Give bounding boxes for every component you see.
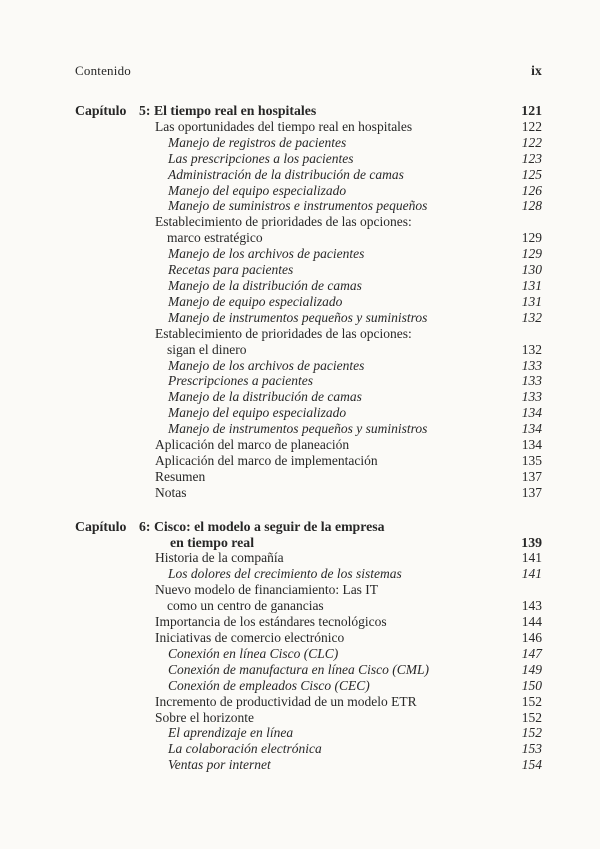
toc-entry-page: 139 (521, 534, 542, 550)
toc-entry-text: El aprendizaje en línea (168, 725, 294, 741)
toc-entry-page: 152 (521, 725, 542, 741)
toc-row (75, 741, 542, 757)
toc-entry-text: en tiempo real (170, 534, 255, 550)
toc-entry-text: como un centro de ganancias (167, 598, 324, 614)
toc-row (75, 646, 542, 662)
chapter-label: Capítulo (75, 103, 127, 118)
toc-entry-page: 134 (521, 405, 542, 421)
toc-entry-page: 147 (521, 645, 542, 661)
toc-entry-text: sigan el dinero (167, 341, 247, 357)
running-header-title: Contenido (75, 63, 131, 78)
toc-entry-page: 129 (521, 246, 542, 262)
chapter-label: Capítulo (75, 518, 127, 534)
toc-entry-text: Sobre el horizonte (155, 709, 254, 725)
toc-entry-text: Establecimiento de prioridades de las opciones: (155, 325, 412, 341)
toc-row (75, 103, 542, 119)
toc-entry-text: Notas (155, 484, 187, 500)
toc-row (75, 310, 542, 326)
toc-entry-text: Las oportunidades del tiempo real en hospitales (155, 118, 413, 134)
toc-entry-page: 137 (521, 484, 542, 500)
toc-row (75, 598, 542, 614)
toc-row (75, 535, 542, 551)
toc-entry-text: Manejo de suministros e instrumentos pequeños (168, 198, 428, 214)
toc-entry-page: 154 (521, 757, 542, 773)
toc-row (75, 630, 542, 646)
toc-entry-text: Resumen (155, 468, 206, 484)
toc-row (75, 757, 542, 773)
toc-entry-text: Prescripciones a pacientes (168, 373, 313, 389)
toc-row (75, 135, 542, 151)
toc-entry-text: marco estratégico (167, 230, 263, 246)
toc-row (75, 453, 542, 469)
toc-row (75, 151, 542, 167)
toc-entry-page: 128 (521, 198, 542, 214)
toc-entry-text: Los dolores del crecimiento de los sistemas (168, 566, 402, 582)
toc-row (75, 214, 542, 230)
toc-entry-page: 129 (521, 230, 542, 246)
toc-entry-page: 141 (521, 550, 542, 566)
toc-entry-text: Incremento de productividad de un modelo ETR (155, 693, 417, 709)
toc-entry-page: 150 (521, 677, 542, 693)
toc-row (75, 230, 542, 246)
toc-entry-text: Manejo de equipo especializado (168, 293, 343, 309)
toc-entry-text: Conexión en línea Cisco (CLC) (168, 645, 339, 661)
toc-row (75, 678, 542, 694)
folio-page-number: ix (531, 63, 542, 78)
toc-entry-text: Manejo del equipo especializado (168, 182, 347, 198)
toc-entry-text: Manejo de los archivos de pacientes (168, 357, 365, 373)
toc-entry-page: 132 (521, 309, 542, 325)
toc-row (75, 389, 542, 405)
toc-entry-page: 146 (521, 630, 542, 645)
toc-entry-text: 6: Cisco: el modelo a seguir de la empresa (139, 518, 385, 534)
toc-row (75, 373, 542, 389)
toc-entry-text: 5: El tiempo real en hospitales (139, 103, 317, 118)
toc-row (75, 566, 542, 582)
toc-row (75, 437, 542, 453)
toc-section (75, 519, 542, 774)
toc-entry-page: 121 (521, 103, 542, 118)
toc-entry-page: 153 (521, 741, 542, 757)
toc-entry-page: 141 (521, 566, 542, 582)
toc-entry-page: 152 (521, 693, 542, 709)
toc-entry-page: 135 (521, 452, 542, 468)
toc-row (75, 405, 542, 421)
toc-row (75, 519, 542, 535)
toc-row (75, 550, 542, 566)
toc-entry-text: Manejo de instrumentos pequeños y suministros (168, 309, 428, 325)
toc-list (75, 103, 542, 773)
toc-entry-page: 143 (521, 598, 542, 614)
toc-row (75, 246, 542, 262)
toc-entry-page: 132 (521, 341, 542, 357)
toc-entry-text: Aplicación del marco de planeación (155, 437, 350, 453)
toc-entry-text: Importancia de los estándares tecnológicos (155, 614, 387, 630)
toc-row (75, 198, 542, 214)
toc-row (75, 358, 542, 374)
toc-entry-text: Ventas por internet (168, 757, 271, 773)
toc-row (75, 725, 542, 741)
toc-entry-text: Iniciativas de comercio electrónico (155, 630, 345, 645)
toc-entry-page: 122 (521, 134, 542, 150)
toc-row (75, 614, 542, 630)
running-header (75, 63, 542, 79)
toc-row (75, 183, 542, 199)
toc-row (75, 582, 542, 598)
toc-entry-text: Administración de la distribución de camas (168, 166, 404, 182)
toc-entry-page: 133 (521, 389, 542, 405)
toc-entry-text: Manejo de registros de pacientes (168, 134, 347, 150)
toc-entry-page: 134 (521, 437, 542, 453)
toc-entry-page: 133 (521, 373, 542, 389)
toc-row (75, 326, 542, 342)
toc-row (75, 278, 542, 294)
toc-row (75, 469, 542, 485)
toc-entry-text: Conexión de manufactura en línea Cisco (CML) (168, 661, 429, 677)
toc-row (75, 710, 542, 726)
toc-entry-text: Aplicación del marco de implementación (155, 452, 378, 468)
toc-entry-text: La colaboración electrónica (168, 741, 322, 757)
toc-entry-text: Manejo de la distribución de camas (168, 277, 362, 293)
toc-row (75, 662, 542, 678)
toc-entry-text: Manejo de la distribución de camas (168, 389, 362, 405)
toc-entry-text: Establecimiento de prioridades de las opciones: (155, 214, 412, 230)
toc-entry-page: 144 (521, 614, 542, 630)
toc-entry-text: Recetas para pacientes (168, 262, 294, 278)
toc-entry-page: 134 (521, 421, 542, 437)
toc-entry-page: 123 (521, 150, 542, 166)
toc-entry-page: 133 (521, 357, 542, 373)
toc-entry-text: Conexión de empleados Cisco (CEC) (168, 677, 370, 693)
toc-row (75, 119, 542, 135)
toc-row (75, 342, 542, 358)
toc-entry-page: 131 (521, 293, 542, 309)
toc-row (75, 421, 542, 437)
toc-entry-page: 122 (521, 118, 542, 134)
toc-entry-text: Manejo del equipo especializado (168, 405, 347, 421)
toc-row (75, 262, 542, 278)
toc-entry-page: 137 (521, 468, 542, 484)
toc-entry-text: Historia de la compañía (155, 550, 284, 566)
toc-entry-text: Manejo de los archivos de pacientes (168, 246, 365, 262)
toc-entry-page: 126 (521, 182, 542, 198)
toc-entry-page: 149 (521, 661, 542, 677)
toc-entry-page: 125 (521, 166, 542, 182)
toc-entry-text: Nuevo modelo de financiamiento: Las IT (155, 582, 379, 598)
toc-row (75, 485, 542, 501)
toc-entry-text: Las prescripciones a los pacientes (168, 150, 354, 166)
toc-entry-page: 130 (521, 262, 542, 278)
toc-row (75, 167, 542, 183)
toc-entry-text: Manejo de instrumentos pequeños y suministros (168, 421, 428, 437)
toc-row (75, 694, 542, 710)
toc-row (75, 294, 542, 310)
toc-entry-page: 152 (521, 709, 542, 725)
toc-entry-page: 131 (521, 277, 542, 293)
toc-section (75, 103, 542, 501)
